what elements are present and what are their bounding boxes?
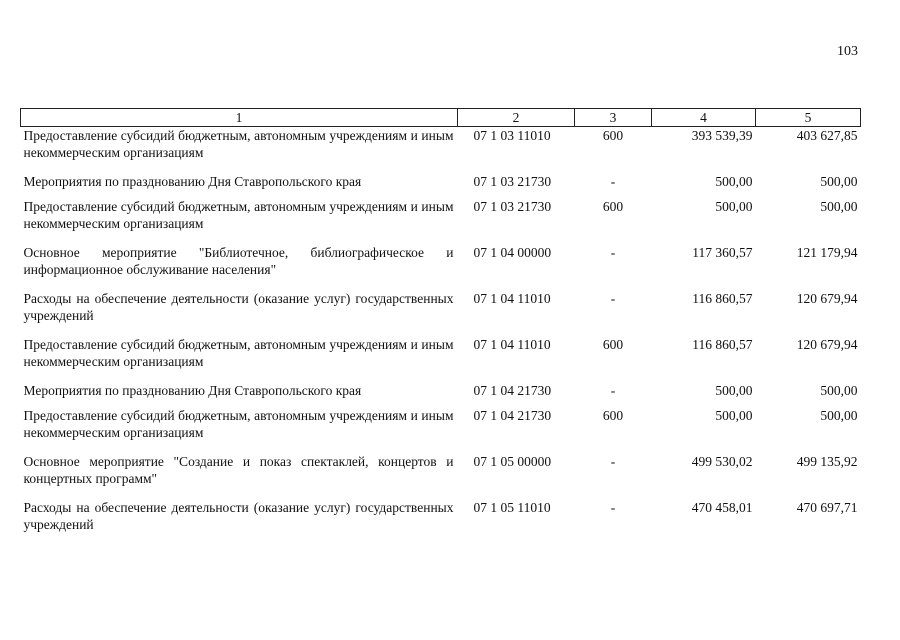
row-amount-col4: 117 360,57 [692,245,753,260]
row-description: Предоставление субсидий бюджетным, автономным учреждениям и иным некоммерческим организациям [23,199,454,231]
row-type: - [610,291,616,306]
row-amount-col4: 500,00 [715,174,753,189]
row-amount-col4: 116 860,57 [692,291,753,306]
row-code: 07 1 04 00000 [473,245,552,260]
row-description: Основное мероприятие "Библиотечное, библиографическое и информационное обслуживание населения" [23,245,454,277]
table-row [21,290,861,336]
row-description: Основное мероприятие "Создание и показ спектаклей, концертов и концертных программ" [23,454,454,486]
row-amount-col5: 403 627,85 [796,128,858,143]
row-code: 07 1 04 21730 [473,383,552,398]
table-row [21,382,861,407]
table-row [21,198,861,244]
row-description: Мероприятия по празднованию Дня Ставропольского края [23,174,362,189]
row-amount-col4: 393 539,39 [691,128,753,143]
row-type: - [610,454,616,469]
row-amount-col5: 499 135,92 [796,454,858,469]
row-description: Расходы на обеспечение деятельности (оказание услуг) государственных учреждений [23,500,454,532]
table-header-row [21,109,861,127]
table-row [21,499,861,545]
column-header-5: 5 [756,109,861,127]
budget-table [20,108,861,545]
row-amount-col5: 500,00 [820,174,858,189]
row-type: - [610,245,616,260]
row-amount-col5: 121 179,94 [796,245,858,260]
table-row [21,336,861,382]
row-type: 600 [602,128,624,143]
table-row [21,407,861,453]
row-description: Мероприятия по празднованию Дня Ставропольского края [23,383,362,398]
row-amount-col5: 120 679,94 [796,291,858,306]
table-row [21,453,861,499]
row-amount-col4: 499 530,02 [691,454,753,469]
column-header-2: 2 [458,109,575,127]
column-header-4: 4 [652,109,756,127]
row-code: 07 1 04 11010 [473,337,551,352]
row-amount-col4: 500,00 [715,199,753,214]
table-row [21,127,861,174]
row-description: Предоставление субсидий бюджетным, автономным учреждениям и иным некоммерческим организациям [23,128,454,160]
row-amount-col5: 120 679,94 [796,337,858,352]
row-code: 07 1 05 11010 [473,500,551,515]
row-amount-col5: 500,00 [820,383,858,398]
row-type: 600 [602,408,624,423]
row-description: Предоставление субсидий бюджетным, автономным учреждениям и иным некоммерческим организациям [23,337,454,369]
row-amount-col4: 500,00 [715,383,753,398]
column-header-1: 1 [21,109,458,127]
column-header-3: 3 [575,109,652,127]
row-type: 600 [602,199,624,214]
row-code: 07 1 03 21730 [473,174,552,189]
row-amount-col5: 500,00 [820,199,858,214]
page-number: 103 [837,44,858,59]
row-amount-col4: 500,00 [715,408,753,423]
row-amount-col5: 500,00 [820,408,858,423]
row-code: 07 1 03 21730 [473,199,552,214]
row-description: Предоставление субсидий бюджетным, автономным учреждениям и иным некоммерческим организациям [23,408,454,440]
row-amount-col5: 470 697,71 [796,500,858,515]
row-type: - [610,500,616,515]
row-code: 07 1 04 11010 [473,291,551,306]
row-type: - [610,174,616,189]
row-type: - [610,383,616,398]
table-row [21,244,861,290]
row-amount-col4: 116 860,57 [692,337,753,352]
row-type: 600 [602,337,624,352]
row-amount-col4: 470 458,01 [691,500,753,515]
row-description: Расходы на обеспечение деятельности (оказание услуг) государственных учреждений [23,291,454,323]
table-row [21,173,861,198]
row-code: 07 1 04 21730 [473,408,552,423]
row-code: 07 1 03 11010 [473,128,551,143]
row-code: 07 1 05 00000 [473,454,552,469]
